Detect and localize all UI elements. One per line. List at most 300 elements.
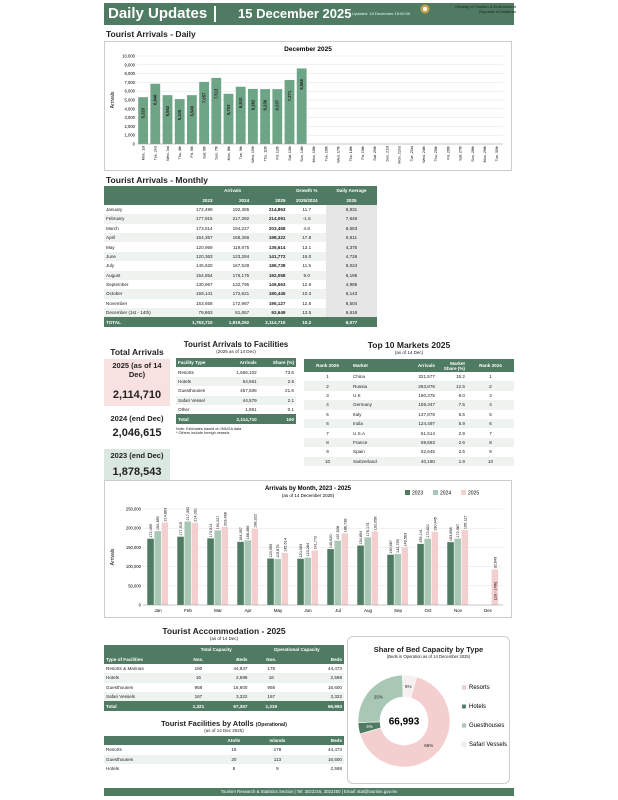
monthly-bar (432, 532, 439, 605)
monthly-chart-title: Arrivals by Month, 2023 - 2025 (264, 486, 352, 492)
monthly-bar (357, 546, 364, 605)
monthly-value-label: 132,795 (396, 539, 401, 554)
top-head-market: Market (353, 363, 368, 368)
month-cell: April (106, 235, 116, 241)
oper-beds: 3,322 (330, 694, 342, 700)
facilities-subtitle: (2025 as of 14 Dec) (216, 349, 256, 354)
x-tick-label: Tue, 2nd (153, 146, 158, 161)
table-row (176, 377, 296, 386)
fac-head-type: Facility Type (178, 360, 206, 366)
growth-cell: 12.6 (302, 282, 312, 288)
atoll-beds: 2,598 (330, 766, 342, 772)
atoll-facility: Hotels (106, 766, 120, 772)
value-2023: 177,915 (196, 216, 213, 222)
total-nos: 180 (194, 665, 203, 671)
market-share: 5.9 (458, 421, 465, 427)
avg-cell: 6,563 (326, 224, 377, 233)
monthly-value-label: 92,649 (493, 556, 498, 569)
rank-2025: 9 (326, 449, 329, 455)
atoll-count: 8 (232, 766, 236, 772)
monthly-bar (387, 555, 394, 605)
market-name: Germany (353, 402, 372, 408)
atoll-head-islands: Islands (269, 737, 286, 743)
facility-type: Other (178, 407, 190, 413)
monthly-table-wrap (104, 186, 377, 327)
market-share: 15.2 (456, 374, 465, 380)
market-name: Switzerland (353, 458, 377, 464)
daily-bar (211, 78, 221, 144)
ministry-name (416, 4, 516, 14)
monthly-bar (192, 523, 199, 605)
market-arrivals: 61,514 (420, 430, 435, 436)
monthly-bar (424, 539, 431, 605)
x-tick-label: Nov (453, 608, 463, 613)
total-2023: 1,763,710 (178, 317, 215, 326)
oper-nos: 178 (267, 665, 276, 671)
market-name: Russia (353, 383, 368, 389)
monthly-value-label: 172,621 (426, 523, 431, 538)
donut-legend-swatch (462, 705, 466, 709)
monthly-bar (147, 539, 154, 605)
value-2025: 190,445 (268, 291, 286, 297)
x-tick-label: Sat, 27th (458, 146, 463, 161)
legend-label: 2023 (412, 490, 424, 497)
total-arrivals-panel (104, 347, 170, 483)
daily-value-label: 8,588 (299, 79, 305, 90)
value-2024: 132,795 (232, 282, 250, 288)
daily-value-label: 6,237 (274, 99, 280, 111)
growth-cell: 13.5 (302, 310, 312, 316)
growth-cell: 13.1 (302, 244, 312, 250)
table-row (104, 252, 377, 261)
x-tick-label: Sun, 7th (214, 146, 219, 160)
monthly-value-label: 145,620 (329, 534, 334, 549)
daily-chart (105, 42, 511, 170)
monthly-bar (454, 539, 461, 605)
x-tick-label: Tue, 9th (239, 146, 243, 160)
monthly-bar (342, 533, 349, 605)
fac-total-label: Total (176, 414, 223, 423)
month-cell: December (1st - 14th) (106, 310, 151, 316)
top-head-rank: Rank 2025 (316, 363, 339, 368)
monthly-bar (184, 522, 191, 605)
month-cell: October (106, 291, 123, 297)
table-row (104, 261, 377, 270)
facility-arrivals: 1,861 (245, 407, 257, 413)
avg-cell: 4,985 (326, 280, 377, 289)
oper-beds: 2,598 (330, 675, 342, 681)
table-row (104, 224, 377, 233)
market-arrivals: 263,876 (418, 383, 435, 389)
monthly-bar (402, 548, 409, 605)
daily-value-label: 6,510 (238, 97, 244, 108)
monthly-value-label: 217,392 (186, 506, 191, 521)
legend-swatch (461, 490, 466, 495)
oper-nos: 167 (267, 694, 276, 700)
fac-total-arrivals: 2,114,710 (223, 414, 259, 423)
avg-cell: 4,375 (326, 242, 377, 251)
facility-type: Guesthouses (106, 684, 134, 690)
box-2025 (104, 359, 170, 406)
market-name: France (353, 439, 368, 445)
table-row (104, 242, 377, 251)
facility-arrivals: 54,661 (242, 378, 257, 384)
market-name: China (353, 374, 366, 380)
table-row (176, 367, 296, 376)
market-share: 6.5 (458, 411, 465, 417)
total-beds: 16,600 (233, 684, 248, 690)
market-name: U.K (353, 392, 361, 398)
head-avg2: 2025 (346, 197, 357, 203)
x-tick-label: Mon, 22nd (397, 146, 402, 164)
monthly-value-label: 168,366 (246, 525, 251, 540)
facilities-title: Tourist Arrivals to Facilities (183, 340, 289, 349)
month-cell: November (106, 300, 128, 306)
accom-title: Tourist Accommodation - 2025 (162, 626, 286, 636)
monthly-value-label: 130,967 (389, 539, 394, 554)
table-row (304, 438, 514, 447)
facility-type: Hotels (178, 378, 192, 384)
monthly-value-label: 172,499 (149, 524, 154, 538)
atoll-count: 20 (231, 756, 237, 762)
donut-legend-label: Hotels (469, 704, 487, 710)
monthly-ylabel: Arrivals (110, 548, 116, 566)
market-name: U.S.A (353, 430, 366, 436)
box-2023 (104, 449, 170, 483)
x-tick-label: Sat, 13th (287, 146, 292, 161)
donut-pct-label: 25% (373, 694, 383, 700)
monthly-value-label: 135,614 (283, 538, 288, 552)
monthly-bar (364, 537, 371, 605)
total-nos: 958 (194, 684, 203, 690)
table-row (104, 673, 344, 682)
top-head-share: Market Share (%) (443, 360, 465, 371)
legend-swatch (433, 490, 438, 495)
monthly-value-label: 186,738 (343, 518, 348, 533)
daily-value-label: 6,262 (250, 99, 256, 111)
x-tick-label: Mon, 29th (483, 146, 487, 163)
facility-arrivals: 1,556,102 (236, 369, 257, 375)
facility-share: 2.6 (287, 378, 294, 384)
header-updated: Updated: 15 December 15:00:00 (352, 11, 411, 16)
month-cell: March (106, 225, 119, 231)
daily-bar (272, 89, 282, 144)
x-tick-label: Dec (483, 608, 493, 613)
daily-value-label: 5,320 (140, 107, 146, 119)
box-2025-label: 2025 (as of 14 Dec) (112, 361, 162, 379)
y-tick-label: 3,000 (124, 115, 135, 121)
market-share: 2.9 (458, 430, 465, 436)
growth-cell: 12.8 (302, 300, 312, 306)
x-tick-label: Sun, 28th (470, 146, 475, 162)
x-tick-label: Apr (244, 608, 252, 613)
rank-2024: 1 (489, 374, 492, 380)
fac-head-arrivals: Arrivals (239, 360, 257, 366)
island-count: 9 (276, 766, 279, 772)
box-2024 (104, 412, 170, 443)
value-2025: 195,127 (268, 300, 286, 306)
box-2024-label: 2024 (end Dec) (110, 414, 164, 423)
daily-bar (224, 94, 234, 144)
bed-share-donut (350, 669, 508, 781)
facility-type: Hotels (106, 675, 120, 681)
oper-nos: 958 (267, 684, 276, 690)
accom-table (104, 645, 344, 711)
monthly-value-label: 154,854 (359, 530, 364, 545)
y-tick-label: 100,000 (125, 564, 141, 570)
bed-share-subtitle: (Beds in Operation as of 14 December 2025) (386, 654, 471, 659)
table-row (104, 214, 377, 223)
donut-pct-label: 5% (405, 683, 412, 689)
x-tick-label: Fri, 19th (361, 146, 365, 160)
month-cell: January (106, 206, 123, 212)
monthly-value-label: 203,468 (223, 512, 228, 526)
monthly-value-label: 192,058 (373, 516, 378, 531)
accom-total-nos: 1,321 (183, 701, 214, 710)
market-arrivals: 40,180 (420, 458, 435, 464)
y-tick-label: 1,000 (124, 132, 135, 138)
top10-table (304, 359, 514, 466)
monthly-value-label: 163,658 (449, 527, 454, 542)
market-name: Italy (353, 411, 362, 417)
head-arrivals: Arrivals (224, 188, 242, 194)
total-label: TOTAL (104, 317, 178, 326)
x-tick-label: Thu, 25th (434, 146, 439, 162)
daily-value-label: 5,105 (177, 109, 183, 121)
table-row (304, 372, 514, 381)
head-y2023: 2023 (202, 197, 213, 203)
rank-2024: 8 (489, 439, 492, 445)
top10-subtitle: (as of 14 Dec) (394, 350, 424, 355)
market-share: 2.5 (458, 449, 465, 455)
monthly-value-label: 173,514 (209, 523, 214, 538)
x-tick-label: Oct (424, 608, 432, 613)
x-tick-label: Sun, 14th (300, 146, 304, 162)
atoll-count: 19 (231, 747, 237, 753)
total-arrivals-title: Total Arrivals (110, 347, 164, 357)
box-2023-label: 2023 (end Dec) (110, 451, 164, 460)
value-2025: 92,649 (271, 310, 286, 316)
table-row (104, 289, 377, 298)
value-2024: 123,284 (232, 253, 250, 259)
monthly-bar (274, 559, 281, 605)
island-count: 178 (273, 747, 282, 753)
value-2024: 217,392 (232, 216, 250, 222)
table-row (304, 381, 514, 390)
total-beds: 44,837 (233, 665, 248, 671)
head-growth2: 2025/2024 (295, 197, 318, 203)
total-avg: 6,077 (326, 317, 377, 326)
x-tick-label: Wed, 24th (422, 146, 426, 163)
value-2023: 163,658 (196, 300, 213, 306)
atolls-title-suffix: (Operational) (255, 721, 287, 728)
avg-cell: 7,646 (326, 214, 377, 223)
value-2024: 192,385 (232, 206, 250, 212)
facility-share: 73.6 (285, 369, 294, 375)
monthly-bar (154, 531, 161, 605)
total-nos: 167 (194, 694, 203, 700)
market-share: 2.6 (458, 439, 465, 445)
monthly-bar (207, 538, 214, 605)
monthly-bar (312, 551, 319, 605)
bed-share-title: Share of Bed Capacity by Type (373, 645, 484, 654)
value-2024: 194,227 (232, 225, 250, 231)
rank-2024: 9 (489, 449, 492, 455)
head-y2025: 2025 (275, 197, 286, 203)
x-tick-label: Tue, 16th (324, 146, 329, 162)
daily-chart-panel (104, 41, 512, 171)
daily-bar (248, 89, 258, 144)
ministry-line1: Ministry of Tourism & Environment (455, 4, 516, 9)
monthly-value-label: 177,915 (179, 521, 184, 536)
table-row (104, 683, 344, 692)
y-tick-label: 5,000 (124, 97, 135, 103)
avg-cell: 6,618 (326, 308, 377, 317)
accom-total-label: Total (104, 701, 183, 710)
accom-total-onos: 1,319 (249, 701, 293, 710)
monthly-bar (267, 559, 274, 605)
table-row (104, 308, 377, 317)
value-2024: 176,175 (232, 272, 250, 278)
monthly-bar (282, 553, 289, 605)
daily-value-label: 6,238 (262, 99, 268, 111)
atoll-beds: 16,600 (327, 756, 342, 762)
value-2024: 81,657 (235, 310, 250, 316)
x-tick-label: Mar (214, 608, 222, 613)
table-row (304, 391, 514, 400)
daily-value-label: 5,552 (164, 105, 170, 117)
monthly-value-label: 214,091 (193, 508, 198, 522)
x-tick-label: Sun, 21st (385, 146, 390, 162)
monthly-value-label: 120,363 (299, 544, 304, 558)
fac-total-share: 100 (259, 414, 296, 423)
value-2025: 135,614 (268, 244, 286, 250)
total-beds: 3,322 (235, 694, 248, 700)
daily-value-label: 7,057 (201, 92, 207, 104)
growth-cell: 15.0 (302, 253, 312, 259)
table-row (104, 745, 344, 754)
market-arrivals: 59,563 (420, 439, 435, 445)
monthly-value-label: 176,175 (366, 522, 371, 537)
monthly-bar (237, 542, 244, 605)
value-2023: 130,967 (196, 282, 213, 288)
table-row (104, 755, 344, 764)
market-arrivals: 159,347 (418, 402, 435, 408)
head-avg: Daily Average (336, 188, 367, 194)
value-2023: 173,514 (196, 225, 213, 231)
market-share: 7.5 (458, 402, 465, 408)
y-tick-label: 2,000 (124, 123, 135, 129)
facility-arrivals: 457,508 (240, 388, 257, 394)
box-2023-value: 1,878,543 (112, 466, 162, 478)
x-tick-label: Wed, 10th (251, 146, 256, 163)
monthly-bar (394, 554, 401, 605)
monthly-bar (214, 530, 221, 605)
growth-cell: 11.5 (302, 263, 312, 269)
y-tick-label: 250,000 (125, 506, 141, 512)
donut-pct-label: 4% (366, 724, 373, 730)
top10-title: Top 10 Markets 2025 (367, 340, 451, 350)
table-row (304, 410, 514, 419)
value-2024: 119,875 (232, 244, 250, 250)
monthly-value-label: 198,322 (253, 514, 258, 528)
table-row (104, 205, 377, 214)
market-name: India (353, 421, 363, 427)
market-share: 12.5 (456, 383, 465, 389)
oper-beds: 44,473 (327, 665, 342, 671)
donut-legend-label: Guesthouses (469, 723, 505, 729)
atolls-subtitle: (as of 14 Dec 2025) (204, 727, 244, 733)
legend-label: 2024 (440, 490, 452, 497)
x-tick-label: Feb (184, 608, 192, 613)
rank-2024: 10 (487, 458, 494, 464)
facilities-panel (176, 340, 296, 435)
avg-cell: 6,504 (326, 299, 377, 308)
monthly-bar (462, 530, 469, 605)
value-2023: 120,363 (196, 253, 213, 259)
atolls-title (104, 719, 344, 728)
monthly-value-label: 120,959 (269, 543, 274, 558)
accom-head-onos: Nos. (266, 656, 277, 662)
ministry-line2: Republic of Maldives (479, 9, 516, 14)
growth-cell: 11.7 (302, 206, 312, 212)
month-cell: August (106, 272, 121, 278)
donut-pct-label: 66% (424, 743, 434, 749)
monthly-bar (372, 531, 379, 605)
value-2024: 167,528 (232, 263, 250, 269)
month-cell: May (106, 244, 115, 250)
rank-2025: 4 (326, 402, 329, 408)
value-2025: 203,468 (268, 225, 286, 231)
table-row (176, 386, 296, 395)
monthly-value-label: 123,284 (306, 542, 311, 557)
daily-value-label: 5,703 (225, 104, 231, 116)
table-row (104, 764, 344, 773)
daily-bar (285, 80, 295, 144)
x-tick-label: Thu, 11th (263, 146, 268, 162)
accom-total-beds: 67,357 (214, 701, 250, 710)
avg-cell: 6,024 (326, 261, 377, 270)
box-2024-value: 2,046,615 (112, 427, 162, 439)
rank-2025: 2 (326, 383, 329, 389)
rank-2024: 4 (489, 402, 492, 408)
growth-cell: 10.3 (302, 291, 312, 297)
x-tick-label: Wed, 3rd (165, 146, 170, 161)
value-2024: 168,366 (232, 235, 250, 241)
box-2025-value: 2,114,710 (112, 389, 162, 401)
atolls-title-text: Tourist Facilities by Atolls (161, 718, 254, 728)
value-2025: 186,738 (268, 263, 286, 269)
rank-2025: 10 (324, 458, 331, 464)
facility-type: Resorts & Marinas (106, 665, 144, 671)
monthly-bar (297, 559, 304, 605)
market-name: Spain (353, 449, 365, 455)
x-tick-label: Sat, 20th (373, 146, 378, 161)
monthly-value-label: 214,863 (163, 507, 168, 522)
x-tick-label: Jul (335, 608, 341, 613)
market-share: 1.9 (458, 458, 465, 464)
growth-cell: -1.5 (302, 216, 311, 222)
x-tick-label: Fri, 26th (446, 146, 451, 160)
avg-cell: 6,611 (326, 233, 377, 242)
month-cell: July (106, 263, 115, 269)
accom-head-oper: Operational Capacity (273, 647, 320, 653)
value-2024: 172,987 (232, 300, 250, 306)
header-date: 15 December 2025 (238, 6, 352, 21)
atolls-table (104, 736, 344, 774)
table-row (176, 405, 296, 414)
legend-swatch (405, 490, 410, 495)
